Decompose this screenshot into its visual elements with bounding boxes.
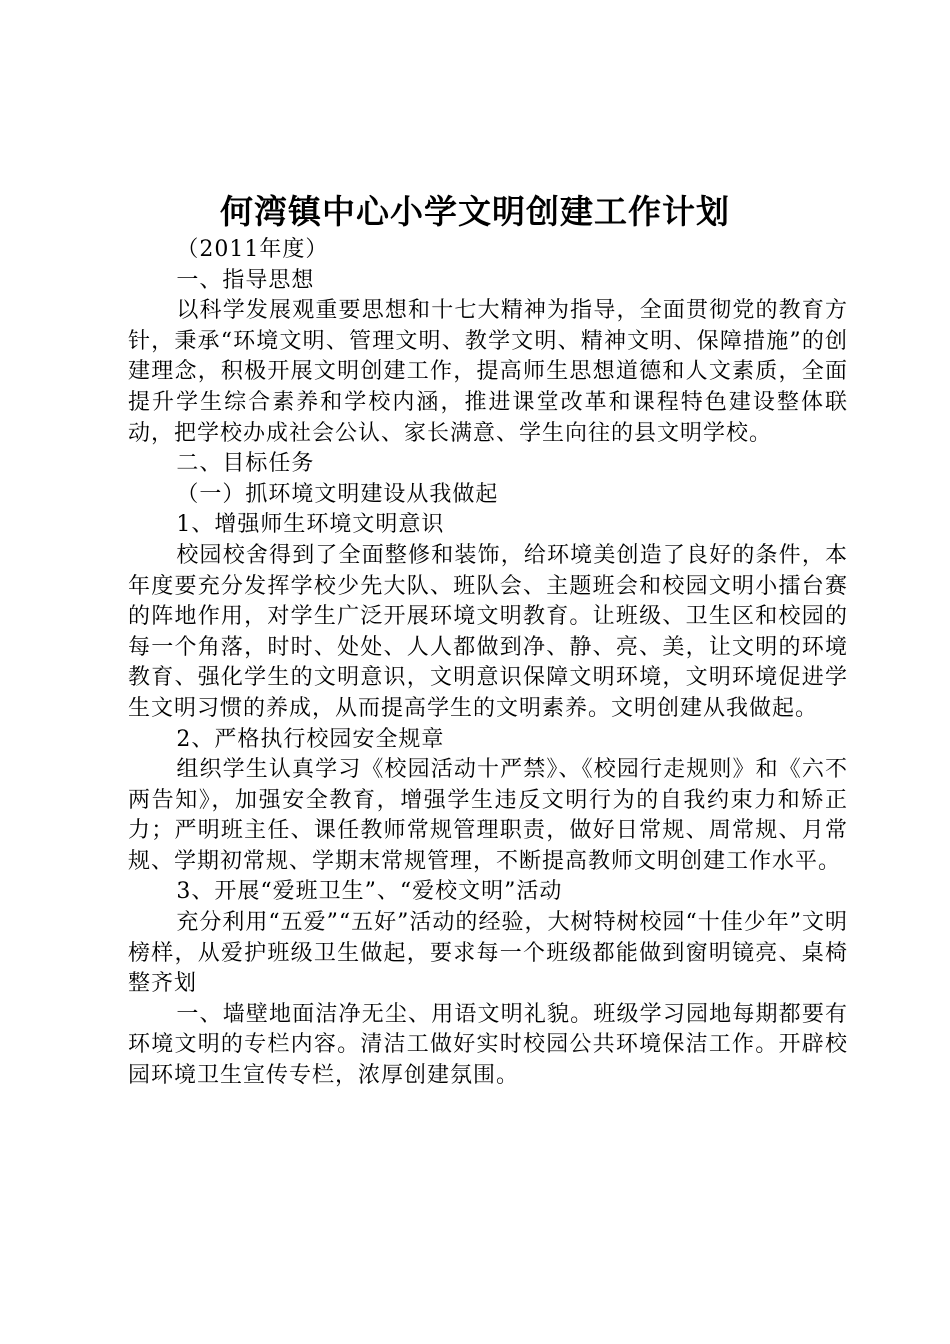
paragraph-item-3-continued: 一、墙壁地面洁净无尘、用语文明礼貌。班级学习园地每期都要有环境文明的专栏内容。清洁工做好实时校园公共环境保洁工作。开辟校园环境卫生宣传专栏，浓厚创建氛围。 — [128, 1001, 848, 1089]
year-line: （2011年度） — [176, 237, 329, 262]
document-title: 何湾镇中心小学文明创建工作计划 — [220, 192, 730, 231]
paragraph-item-3: 充分利用“五爱”“五好”活动的经验，大树特树校园“十佳少年”文明榜样，从爱护班级卫生做起，要求每一个班级都能做到窗明镜亮、桌椅整齐划 — [128, 910, 848, 997]
paragraph-guiding-thought: 以科学发展观重要思想和十七大精神为指导，全面贯彻党的教育方针，秉承“环境文明、管理文明、教学文明、精神文明、保障措施”的创建理念，积极开展文明创建工作，提高师生思想道德和人文素质，全面提升学生综合素养和学校内涵，推进课堂改革和课程特色建设整体联动，把学校办成社会公认、家长满意、学生向往的县文明学校。 — [128, 298, 848, 446]
item-heading-2: 2、严格执行校园安全规章 — [176, 726, 445, 752]
paragraph-item-2: 组织学生认真学习《校园活动十严禁》、《校园行走规则》和《六不两告知》，加强安全教育，增强学生违反文明行为的自我约束力和矫正力；严明班主任、课任教师常规管理职责，做好日常规、周常规、月常规、学期初常规、学期末常规管理，不断提高教师文明创建工作水平。 — [128, 757, 848, 874]
paragraph-item-1: 校园校舍得到了全面整修和装饰，给环境美创造了良好的条件，本年度要充分发挥学校少先大队、班队会、主题班会和校园文明小擂台赛的阵地作用，对学生广泛开展环境文明教育。让班级、卫生区和校园的每一个角落，时时、处处、人人都做到净、静、亮、美，让文明的环境教育、强化学生的文明意识，文明意识保障文明环境，文明环境促进学生文明习惯的养成，从而提高学生的文明素养。文明创建从我做起。 — [128, 542, 848, 721]
section-heading-guiding-thought: 一、指导思想 — [176, 267, 315, 293]
item-heading-1: 1、增强师生环境文明意识 — [176, 512, 445, 538]
subsection-heading-environment: （一）抓环境文明建设从我做起 — [176, 481, 499, 507]
item-heading-3: 3、开展“爱班卫生”、“爱校文明”活动 — [176, 879, 563, 905]
section-heading-goals: 二、目标任务 — [176, 451, 315, 477]
document-body — [128, 235, 848, 1092]
